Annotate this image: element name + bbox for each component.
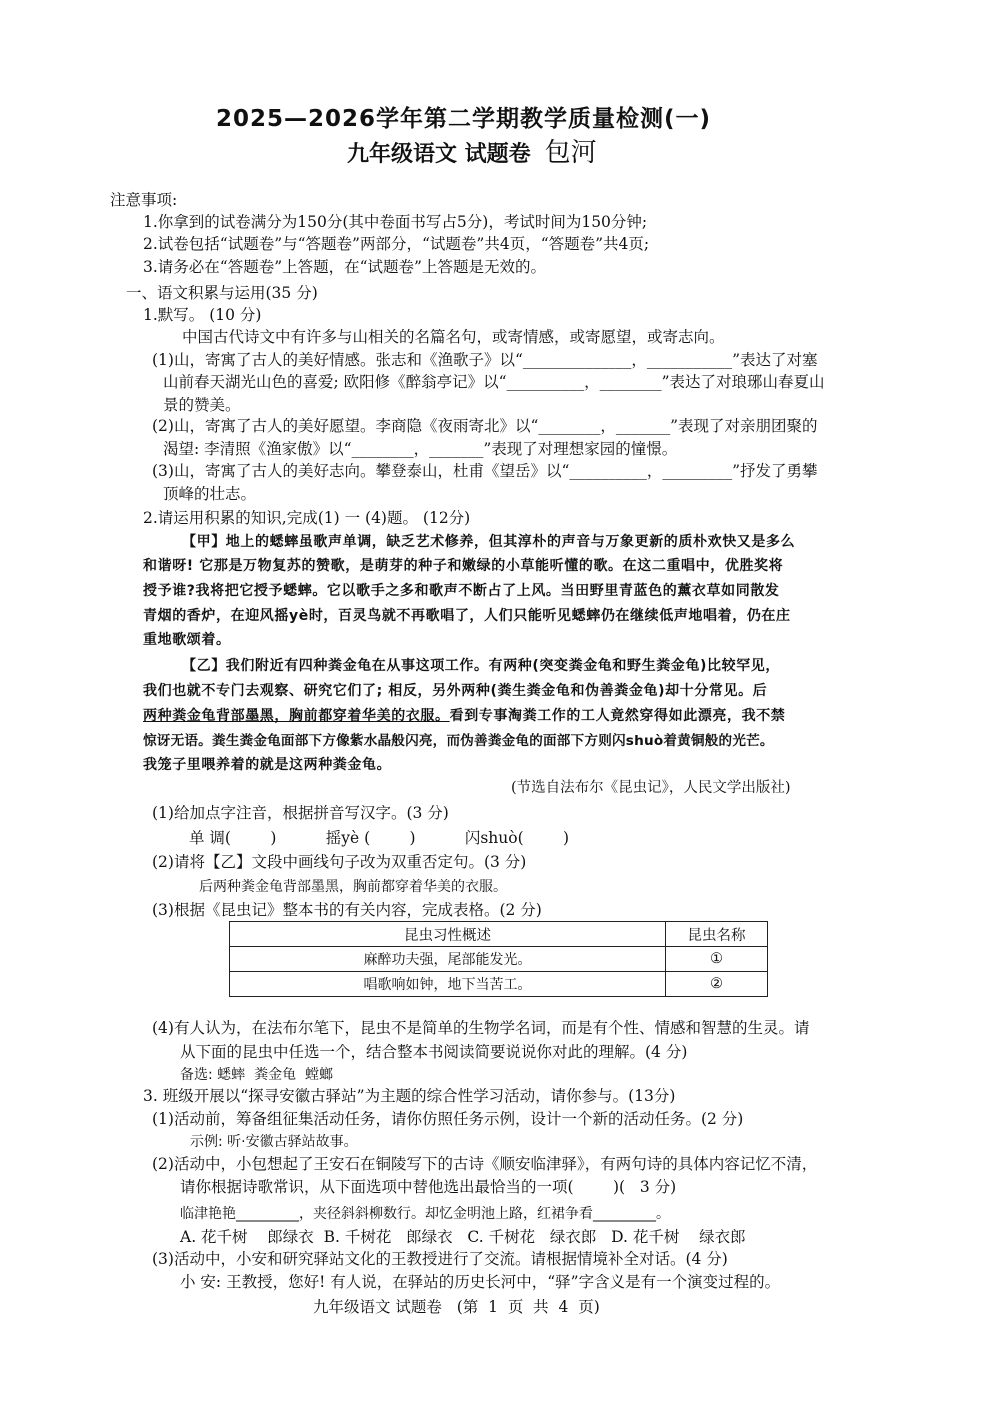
question-3-title: 3. 班级开展以“探寻安徽古驿站”为主题的综合性学习活动，请你参与。(13分): [143, 1087, 676, 1105]
passage-yi-line: 我笼子里喂养着的就是这两种粪金龟。: [143, 757, 392, 773]
passage-yi-line: [143, 705, 785, 727]
notice-item: 2.试卷包括“试题卷”与“答题卷”两部分，“试题卷”共4页，“答题卷”共4页;: [143, 235, 650, 253]
table-cell: 唱歌响如钟，地下当苦工。: [230, 972, 666, 997]
passage-yi-line: 惊讶无语。粪生粪金龟面部下方像紫水晶般闪亮，而伪善粪金龟的面部下方则闪shuò着黄铜般的光芒。: [143, 733, 774, 749]
q1-line: 顶峰的壮志。: [163, 485, 257, 503]
table-cell: ①: [666, 947, 768, 972]
passage-jia-line: 青烟的香炉，在迎风摇yè时，百灵鸟就不再歌唱了，人们只能听见蟋蟀仍在继续低声地唱着，仍在庄: [143, 608, 791, 624]
section-heading: 一、语文积累与运用(35 分): [126, 284, 318, 302]
table-row: [230, 972, 768, 997]
q2-sub4-line: (4)有人认为，在法布尔笔下，昆虫不是简单的生物学名词，而是有个性、情感和智慧的生灵。请: [152, 1019, 810, 1037]
q1-line: (2)山，寄寓了古人的美好愿望。李商隐《夜雨寄北》以“________，_______”表现了对亲朋团聚的: [152, 417, 818, 435]
q3-sub2-line: (2)活动中，小包想起了王安石在铜陵写下的古诗《顺安临津驿》，有两句诗的具体内容记忆不清，: [152, 1155, 818, 1173]
question-1-intro: 中国古代诗文中有许多与山相关的名篇名句，或寄情感，或寄愿望，或寄志向。: [182, 328, 725, 346]
q3-poem: 临津艳艳_________，夹径斜斜柳数行。却忆金明池上路，红裙争看_________。: [180, 1206, 670, 1222]
q3-sub3: (3)活动中，小安和研究驿站文化的王教授进行了交流。请根据情境补全对话。(4 分): [152, 1250, 728, 1268]
passage-jia-line: 和谐呀! 它那是万物复苏的赞歌，是萌芽的种子和嫩绿的小草能听懂的歌。在这二重唱中，优胜奖将: [143, 558, 784, 574]
handwritten-note: 包河: [544, 138, 597, 168]
notice-item: 1.你拿到的试卷满分为150分(其中卷面书写占5分)，考试时间为150分钟;: [143, 213, 648, 231]
exam-subtitle: [347, 136, 597, 172]
notice-heading: 注意事项:: [110, 191, 178, 209]
q1-line: (3)山，寄寓了古人的美好志向。攀登泰山，杜甫《望岳》以“__________，_________”抒发了勇攀: [152, 462, 818, 480]
q2-sub2-sentence: 后两种粪金龟背部墨黑，胸前都穿着华美的衣服。: [199, 879, 507, 895]
q2-sub1-items: 单 调( ) 摇yè ( ) 闪shuò( ): [189, 829, 570, 847]
q3-options: A. 花千树 郎绿衣 B. 千树花 郎绿衣 C. 千树花 绿衣郎 D. 花千树 绿衣郎: [180, 1228, 746, 1246]
underlined-sentence: 两种粪金龟背部墨黑，胸前都穿着华美的衣服。: [143, 708, 450, 724]
table-header-row: [230, 922, 768, 947]
q2-sub4-options: 备选: 蟋蟀 粪金龟 螳螂: [180, 1067, 333, 1083]
q3-dialogue: 小 安: 王教授，您好! 有人说，在驿站的历史长河中，“驿”字含义是有一个演变过程的。: [180, 1273, 781, 1291]
notice-item: 3.请务必在“答题卷”上答题，在“试题卷”上答题是无效的。: [143, 258, 546, 276]
table-header: 昆虫名称: [666, 922, 768, 947]
passage-jia-line: 授予谁?我将把它授予蟋蟀。它以歌手之多和歌声不断占了上风。当田野里青蓝色的薰衣草如同散发: [143, 583, 780, 599]
q2-sub1: (1)给加点字注音，根据拼音写汉字。(3 分): [152, 804, 449, 822]
exam-title: 2025—2026学年第二学期教学质量检测(一): [216, 106, 712, 132]
q1-line: 渴望: 李清照《渔家傲》以“________，_______”表现了对理想家园的憧憬。: [163, 440, 678, 458]
q3-sub2-line: 请你根据诗歌常识，从下面选项中替他选出最恰当的一项( )( 3 分): [180, 1178, 677, 1196]
insect-table: [229, 921, 768, 997]
table-row: [230, 947, 768, 972]
q1-line: (1)山，寄寓了古人的美好情感。张志和《渔歌子》以“______________，___________”表达了对塞: [152, 351, 818, 369]
passage-yi-line: 我们也就不专门去观察、研究它们了; 相反，另外两种(粪生粪金龟和伪善粪金龟)却十分常见。后: [143, 683, 768, 699]
q3-sub1: (1)活动前，筹备组征集活动任务，请你仿照任务示例，设计一个新的活动任务。(2 分): [152, 1110, 744, 1128]
q1-line: 景的赞美。: [163, 396, 241, 414]
question-1-title: 1.默写。 (10 分): [143, 306, 262, 324]
page-footer: 九年级语文 试题卷 (第 1 页 共 4 页): [313, 1298, 600, 1316]
passage-yi-line: 【乙】我们附近有四种粪金龟在从事这项工作。有两种(突变粪金龟和野生粪金龟)比较罕见，: [182, 658, 780, 674]
q1-line: 山前春天湖光山色的喜爱; 欧阳修《醉翁亭记》以“__________，________”表达了对琅琊山春夏山: [163, 373, 825, 391]
table-cell: 麻醉功夫强，尾部能发光。: [230, 947, 666, 972]
passage-source: (节选自法布尔《昆虫记》，人民文学出版社): [511, 780, 791, 796]
table-header: 昆虫习性概述: [230, 922, 666, 947]
passage-jia-line: 【甲】地上的蟋蟀虽歌声单调，缺乏艺术修养，但其淳朴的声音与万象更新的质朴欢快又是多么: [182, 534, 796, 550]
q2-sub3: (3)根据《昆虫记》整本书的有关内容，完成表格。(2 分): [152, 901, 542, 919]
passage-yi-text: 看到专事淘粪工作的工人竟然穿得如此漂亮，我不禁: [449, 708, 786, 724]
table-cell: ②: [666, 972, 768, 997]
passage-jia-line: 重地歌颂着。: [143, 632, 231, 648]
question-2-title: 2.请运用积累的知识,完成(1) 一 (4)题。 (12分): [143, 509, 471, 527]
subtitle-text: 九年级语文 试题卷: [347, 142, 531, 167]
q3-example: 示例: 听·安徽古驿站故事。: [190, 1134, 358, 1150]
q2-sub4-line: 从下面的昆虫中任选一个，结合整本书阅读简要说说你对此的理解。(4 分): [180, 1043, 688, 1061]
q2-sub2: (2)请将【乙】文段中画线句子改为双重否定句。(3 分): [152, 853, 527, 871]
